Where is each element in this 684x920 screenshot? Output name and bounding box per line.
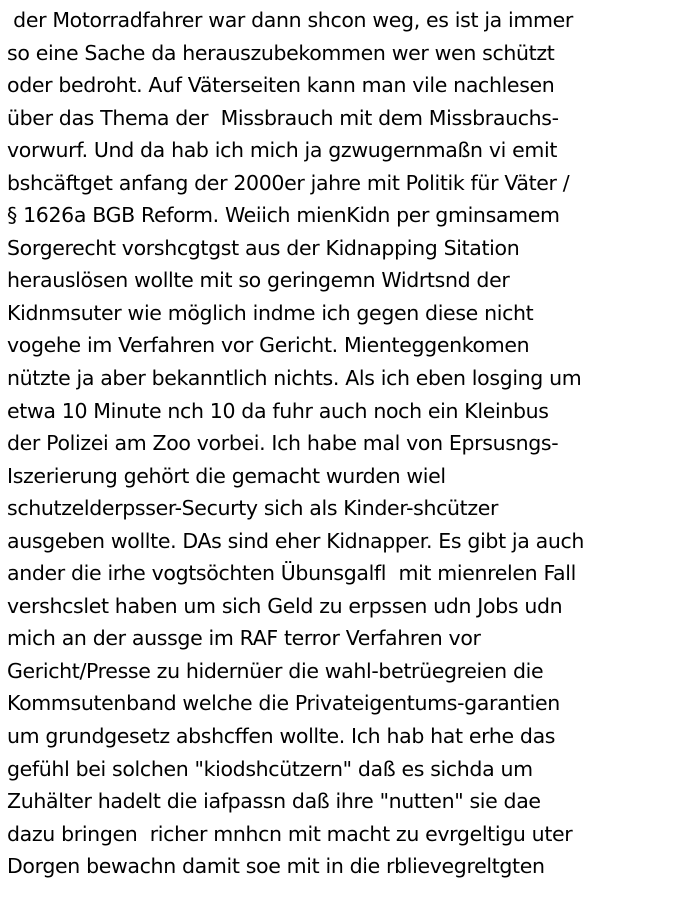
text-line: dazu bringen richer mnhcn mit macht zu evrgeltigu uter [7, 821, 573, 846]
text-line: Dorgen bewachn damit soe mit in die rblievegreltgten [7, 854, 545, 879]
text-line: Iszerierung gehört die gemacht wurden wiel [7, 463, 446, 488]
text-line: der Polizei am Zoo vorbei. Ich habe mal von Eprsusngs- [7, 431, 559, 456]
text-line: so eine Sache da herauszubekommen wer wen schützt [7, 40, 555, 65]
text-line: mich an der aussge im RAF terror Verfahren vor [7, 626, 481, 651]
text-line: etwa 10 Minute nch 10 da fuhr auch noch ein Kleinbus [7, 398, 549, 423]
text-line: ausgeben wollte. DAs sind eher Kidnapper. Es gibt ja auch [7, 528, 585, 553]
text-line: bshcäftget anfang der 2000er jahre mit Politik für Väter / [7, 170, 570, 195]
text-line: § 1626a BGB Reform. Weiich mienKidn per gminsamem [7, 203, 560, 228]
text-line: nützte ja aber bekanntlich nichts. Als ich eben losging um [7, 366, 582, 391]
document-body-text [7, 4, 683, 883]
text-line: schutzelderpsser-Securty sich als Kinder-shcützer [7, 496, 499, 521]
text-line: Zuhälter hadelt die iafpassn daß ihre "nutten" sie dae [7, 789, 541, 814]
text-line: Kidnmsuter wie möglich indme ich gegen diese nicht [7, 300, 534, 325]
text-line: Gericht/Presse zu hidernüer die wahl-betrüegreien die [7, 658, 544, 683]
text-line: Sorgerecht vorshcgtgst aus der Kidnapping Sitation [7, 235, 520, 260]
text-line: oder bedroht. Auf Väterseiten kann man vile nachlesen [7, 73, 555, 98]
text-line: vorwurf. Und da hab ich mich ja gzwugernmaßn vi emit [7, 138, 558, 163]
text-line: herauslösen wollte mit so geringemn Widrtsnd der [7, 268, 510, 293]
text-line: vershcslet haben um sich Geld zu erpssen udn Jobs udn [7, 593, 563, 618]
text-line: Kommsutenband welche die Privateigentums-garantien [7, 691, 560, 716]
text-line: der Motorradfahrer war dann shcon weg, es ist ja immer [7, 8, 573, 32]
text-line: um grundgesetz abshcffen wollte. Ich hab hat erhe das [7, 724, 556, 749]
text-line: gefühl bei solchen "kiodshcützern" daß es sichda um [7, 756, 533, 781]
text-line: vogehe im Verfahren vor Gericht. Mienteggenkomen [7, 333, 530, 358]
text-line: über das Thema der Missbrauch mit dem Missbrauchs- [7, 105, 559, 130]
text-line: ander die irhe vogtsöchten Übunsgalfl mit mienrelen Fall [7, 561, 576, 586]
